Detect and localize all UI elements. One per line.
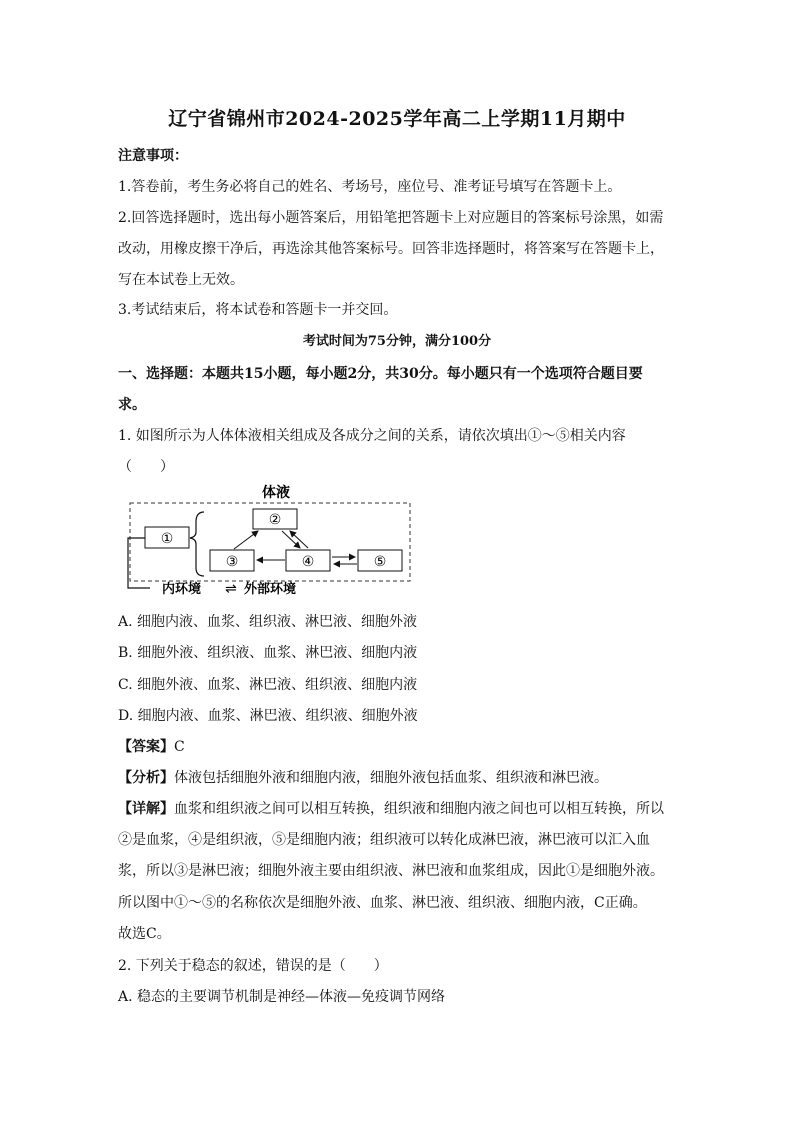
- external-environment-label: 外部环境: [244, 582, 297, 597]
- detail-line: 故选C。: [118, 926, 171, 942]
- detail-line: 所以图中①～⑤的名称依次是细胞外液、血浆、淋巴液、组织液、细胞内液，C正确。: [118, 895, 647, 911]
- internal-environment-label: 内环境: [162, 582, 202, 597]
- box-1-label: ①: [160, 531, 174, 547]
- arrow-4-to-2: [290, 531, 308, 548]
- analysis-text: 体液包括细胞外液和细胞内液，细胞外液包括血浆、组织液和淋巴液。: [174, 770, 608, 786]
- arrow-2-to-4: [282, 531, 300, 548]
- answer-line: [118, 737, 678, 757]
- analysis-line: [118, 768, 678, 788]
- question-1-paren: （ ）: [118, 459, 174, 475]
- section-heading: 一、选择题：本题共15小题，每小题2分，共30分。每小题只有一个选项符合题目要: [118, 366, 643, 382]
- notice-item: 1.答卷前，考生务必将自己的姓名、考场号，座位号、准考证号填写在答题卡上。: [118, 179, 622, 195]
- diagram-top-label: 体液: [262, 485, 290, 501]
- box-3-label: ③: [225, 554, 239, 570]
- box-5-label: ⑤: [373, 554, 387, 570]
- option-b: B. 细胞外液、组织液、血浆、淋巴液、细胞内液: [118, 645, 418, 661]
- detail-tag: 【详解】: [118, 801, 174, 817]
- notice-heading: 注意事项：: [118, 148, 188, 164]
- detail-line: ②是血浆，④是组织液，⑤是细胞内液；组织液可以转化成淋巴液，淋巴液可以汇入血: [118, 832, 650, 848]
- answer-value: C: [174, 739, 185, 755]
- brace: [190, 512, 204, 576]
- answer-tag: 【答案】: [118, 739, 174, 755]
- exam-info: 考试时间为75分钟，满分100分: [302, 334, 492, 349]
- option-c: C. 细胞外液、血浆、淋巴液、组织液、细胞内液: [118, 677, 418, 693]
- question-2-stem: 2. 下列关于稳态的叙述，错误的是（ ）: [118, 958, 388, 974]
- question-1-stem: 1. 如图所示为人体体液相关组成及各成分之间的关系，请依次填出①～⑤相关内容: [118, 428, 626, 444]
- q2-option-a: A. 稳态的主要调节机制是神经—体液—免疫调节网络: [118, 989, 446, 1005]
- box-4-label: ④: [301, 554, 315, 570]
- detail-line: [118, 799, 678, 819]
- notice-item: 改动，用橡皮擦干净后，再选涂其他答案标号。回答非选择题时，将答案写在答题卡上，: [118, 241, 664, 257]
- arrow-3-to-2: [234, 531, 258, 549]
- option-a: A. 细胞内液、血浆、组织液、淋巴液、细胞外液: [118, 614, 418, 630]
- detail-line: 浆，所以③是淋巴液；细胞外液主要由组织液、淋巴液和血浆组成，因此①是细胞外液。: [118, 863, 664, 879]
- page-title: 辽宁省锦州市2024-2025学年高二上学期11月期中: [168, 108, 626, 130]
- notice-item: 3.考试结束后，将本试卷和答题卡一并交回。: [118, 302, 398, 318]
- analysis-tag: 【分析】: [118, 770, 174, 786]
- section-heading-cont: 求。: [118, 397, 146, 413]
- box-2-label: ②: [268, 512, 282, 528]
- notice-item: 写在本试卷上无效。: [118, 272, 244, 288]
- notice-item: 2.回答选择题时，选出每小题答案后，用铅笔把答题卡上对应题目的答案标号涂黑，如需: [118, 210, 664, 226]
- detail-text: 血浆和组织液之间可以相互转换，组织液和细胞内液之间也可以相互转换，所以: [174, 801, 664, 817]
- exchange-arrow: ⇌: [225, 581, 237, 597]
- option-d: D. 细胞内液、血浆、淋巴液、组织液、细胞外液: [118, 708, 418, 724]
- body-fluid-diagram: [120, 480, 420, 605]
